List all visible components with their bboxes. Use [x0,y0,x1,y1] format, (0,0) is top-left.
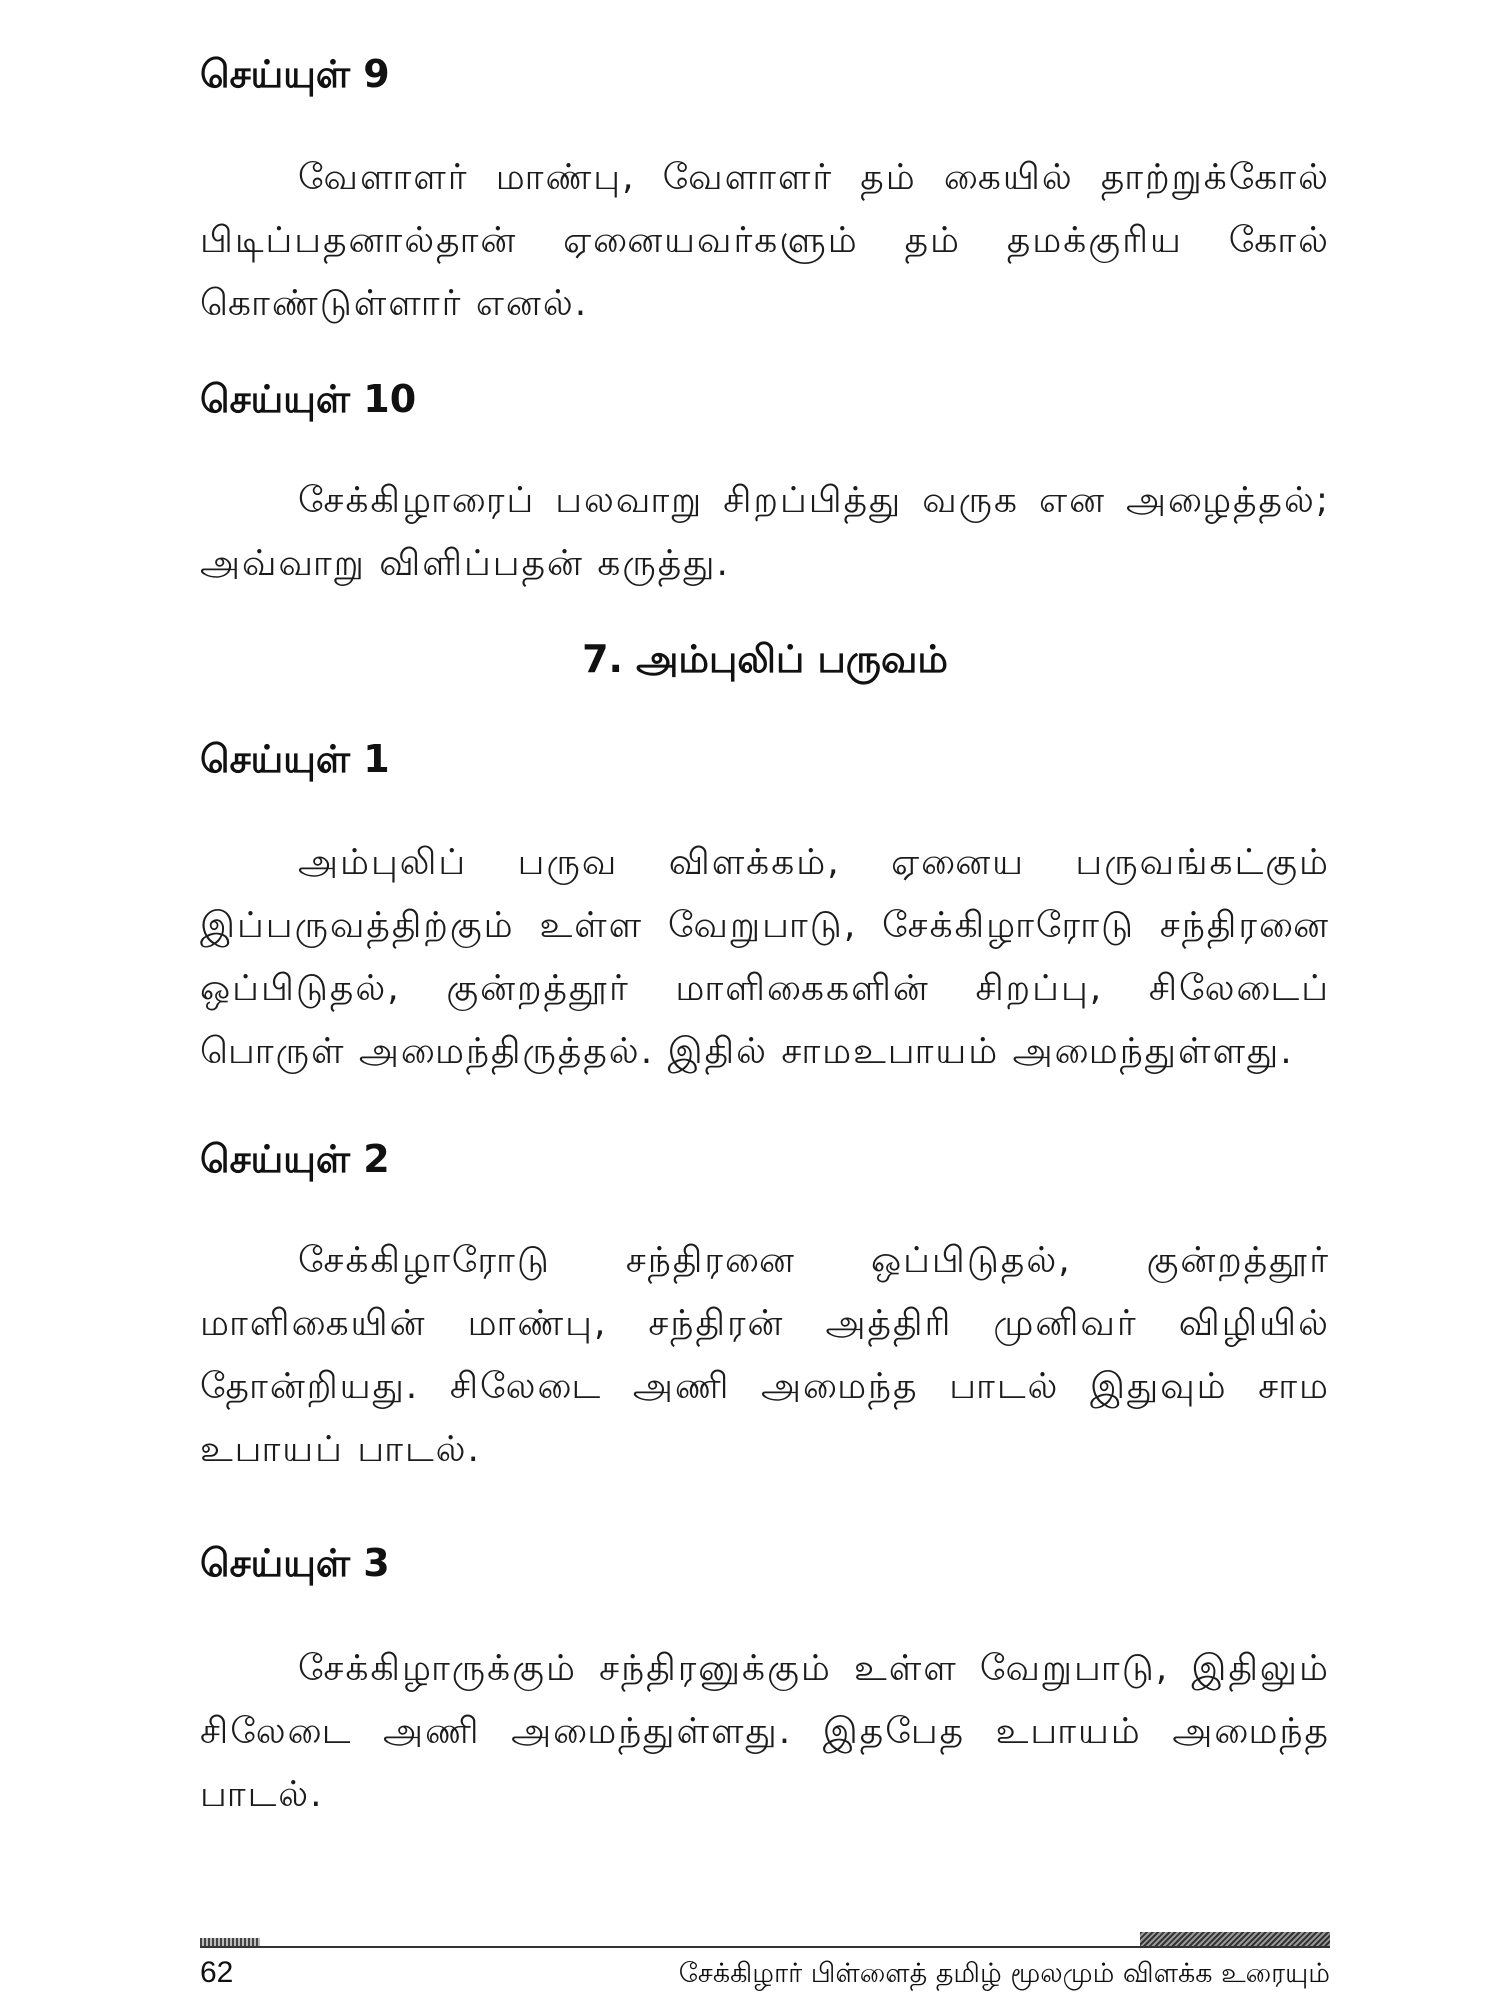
page-content [200,40,1330,1826]
running-title: சேக்கிழார் பிள்ளைத் தமிழ் மூலமும் விளக்க உரையும் [678,1958,1330,1989]
verse-explanation-3: சேக்கிழாருக்கும் சந்திரனுக்கும் உள்ள வேறுபாடு, இதிலும் சிலேடை அணி அமைந்துள்ளது. இதபேத உபாயம் அமைந்த பாடல். [200,1648,1330,1815]
verse-heading-2: செய்யுள் 2 [200,1137,390,1181]
verse-explanation-9: வேளாளர் மாண்பு, வேளாளர் தம் கையில் தாற்றுக்கோல் பிடிப்பதனால்தான் ஏனையவர்களும் தம் தமக்குரிய கோல் கொண்டுள்ளார் எனல். [200,157,1330,324]
footer-row [200,1956,1330,1993]
verse-heading-1: செய்யுள் 1 [200,737,390,781]
verse-explanation-1: அம்புலிப் பருவ விளக்கம், ஏனைய பருவங்கட்கும் இப்பருவத்திற்கும் உள்ள வேறுபாடு, சேக்கிழாரோடு சந்திரனை ஒப்பிடுதல், குன்றத்தூர் மாளிகைகளின் சிறப்பு, சிலேடைப் பொருள் அமைந்திருத்தல். இதில் சாமஉபாயம் அமைந்துள்ளது. [200,842,1330,1072]
verse-explanation-2: சேக்கிழாரோடு சந்திரனை ஒப்பிடுதல், குன்றத்தூர் மாளிகையின் மாண்பு, சந்திரன் அத்திரி முனிவர் விழியில் தோன்றியது. சிலேடை அணி அமைந்த பாடல் இதுவும் சாம உபாயப் பாடல். [200,1240,1330,1470]
footer-rule [200,1930,1330,1948]
page-number: 62 [200,1956,234,1989]
section-title-ambuli-paruvam: 7. அம்புலிப் பருவம் [582,637,948,681]
footer-rule-shade-right [1140,1932,1330,1946]
footer-rule-shade-left [200,1938,260,1946]
verse-heading-3: செய்யுள் 3 [200,1541,390,1585]
verse-explanation-10: சேக்கிழாரைப் பலவாறு சிறப்பித்து வருக என அழைத்தல்; அவ்வாறு விளிப்பதன் கருத்து. [200,480,1330,584]
page-footer [200,1930,1330,1993]
verse-heading-10: செய்யுள் 10 [200,377,417,421]
verse-heading-9: செய்யுள் 9 [200,52,390,96]
